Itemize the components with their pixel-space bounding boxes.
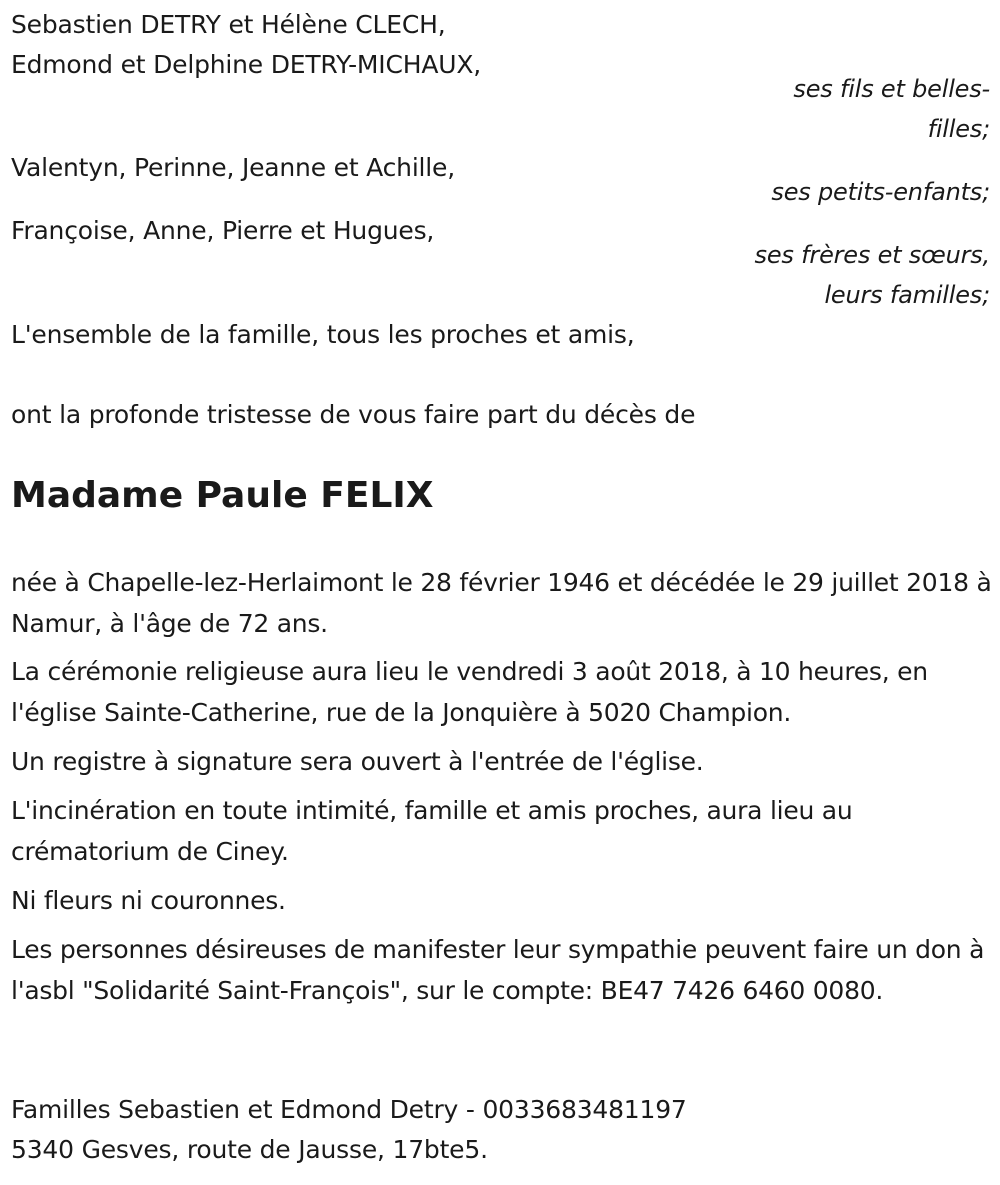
- family-line-siblings: Françoise, Anne, Pierre et Hugues,: [11, 216, 435, 245]
- announcement-text: ont la profonde tristesse de vous faire part du décès de: [11, 400, 696, 429]
- cremation-paragraph: L'incinération en toute intimité, famille et amis proches, aura lieu au crématorium de Ciney.: [11, 796, 853, 866]
- donation-paragraph: Les personnes désireuses de manifester leur sympathie peuvent faire un don à l'asbl "Solidarité Saint-François", sur le compte: BE47 7426 6460 0080.: [11, 935, 985, 1005]
- birth-death-paragraph: née à Chapelle-lez-Herlaimont le 28 février 1946 et décédée le 29 juillet 2018 à Namur, à l'âge de 72 ans.: [11, 568, 992, 638]
- register-paragraph: Un registre à signature sera ouvert à l'entrée de l'église.: [11, 747, 704, 776]
- family-role-grandchildren: ses petits-enfants;: [771, 178, 990, 206]
- family-line-sons-2: Edmond et Delphine DETRY-MICHAUX,: [11, 50, 481, 79]
- family-line-all: L'ensemble de la famille, tous les proches et amis,: [11, 320, 635, 349]
- family-role-sons-b: filles;: [927, 115, 990, 143]
- ceremony-paragraph: La cérémonie religieuse aura lieu le vendredi 3 août 2018, à 10 heures, en l'église Sainte-Catherine, rue de la Jonquière à 5020 Champion.: [11, 657, 928, 727]
- flowers-paragraph: Ni fleurs ni couronnes.: [11, 886, 286, 915]
- family-line-grandchildren: Valentyn, Perinne, Jeanne et Achille,: [11, 153, 455, 182]
- family-role-siblings-a: ses frères et sœurs,: [754, 241, 990, 269]
- family-role-sons-a: ses fils et belles-: [793, 75, 990, 103]
- contact-line-1: Familles Sebastien et Edmond Detry - 0033683481197: [11, 1095, 687, 1124]
- deceased-name: Madame Paule FELIX: [11, 475, 434, 516]
- family-line-sons-1: Sebastien DETRY et Hélène CLECH,: [11, 10, 446, 39]
- family-role-siblings-b: leurs familles;: [824, 281, 990, 309]
- contact-line-2: 5340 Gesves, route de Jausse, 17bte5.: [11, 1135, 488, 1164]
